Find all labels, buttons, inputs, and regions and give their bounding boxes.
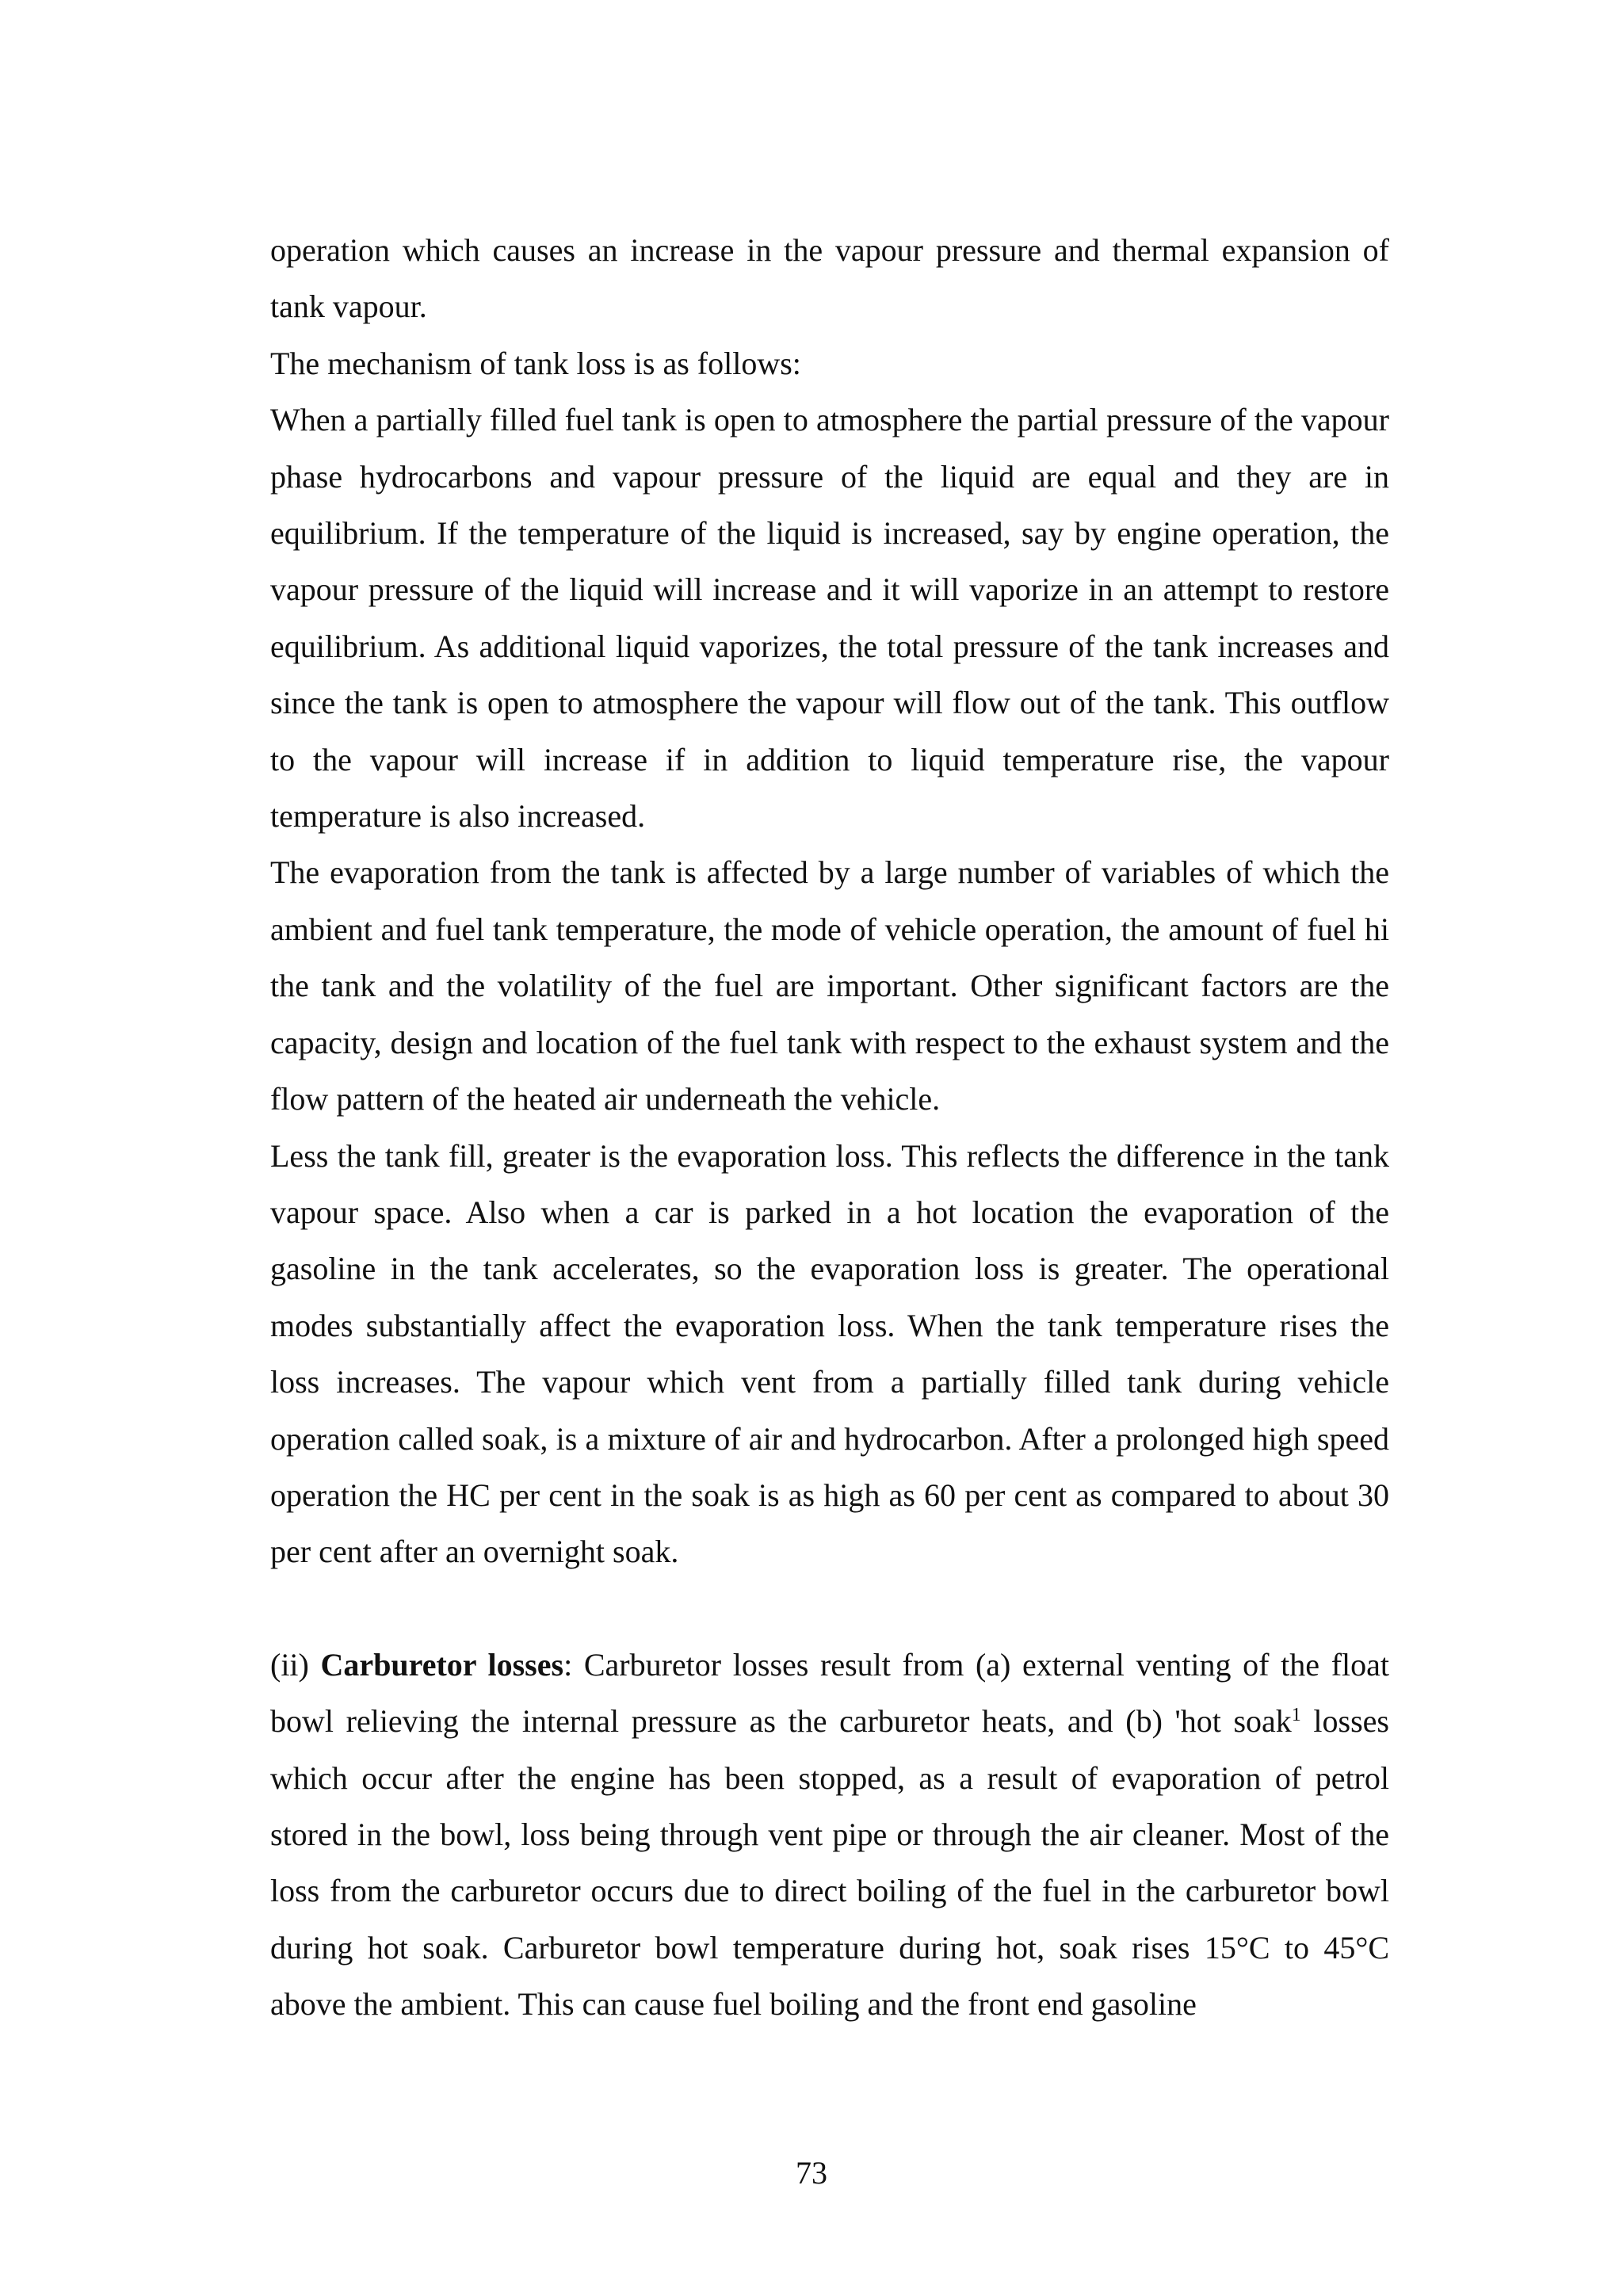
carburetor-prefix: (ii) [270, 1646, 321, 1683]
paragraph-gap [270, 1580, 1389, 1637]
paragraph-mechanism-intro: The mechanism of tank loss is as follows: [270, 345, 801, 381]
footnote-marker: 1 [1291, 1705, 1301, 1726]
page-number: 73 [796, 2155, 827, 2191]
paragraph-tank-fill: Less the tank fill, greater is the evaporation loss. This reflects the difference in the tank vapour space. Also when a car is parked in a hot location the evaporation of the gasoline in the tank accelerates, so the evaporation loss is greater. The operational modes substantially affect the evaporation loss. When the tank temperature rises the loss increases. The vapour which vent from a partially filled tank during vehicle operation called soak, is a mixture of air and hydrocarbon. After a prolonged high speed operation the HC per cent in the soak is as high as 60 per cent as compared to about 30 per cent after an overnight soak. [270, 1137, 1389, 1570]
carburetor-text-after: losses which occur after the engine has been stopped, as a result of evaporation of petrol stored in the bowl, loss being through vent pipe or through the air cleaner. Most of the loss from the carburetor occurs due to direct boiling of the fuel in the carburetor bowl during hot soak. Carburetor bowl temperature during hot, soak rises 15°C to 45°C above the ambient. This can cause fuel boiling and the front end gasoline [270, 1703, 1389, 2023]
page-body [270, 222, 1389, 2033]
paragraph-mechanism: When a partially filled fuel tank is open to atmosphere the partial pressure of the vapour phase hydrocarbons and vapour pressure of the liquid are equal and they are in equilibrium. If the temperature of the liquid is increased, say by engine operation, the vapour pressure of the liquid will increase and it will vaporize in an attempt to restore equilibrium. As additional liquid vaporizes, the total pressure of the tank increases and since the tank is open to atmosphere the vapour will flow out of the tank. This outflow to the vapour will increase if in addition to liquid temperature rise, the vapour temperature is also increased. [270, 402, 1389, 835]
paragraph-tank-vapour: operation which causes an increase in the vapour pressure and thermal expansion of tank vapour. [270, 232, 1389, 325]
paragraph-evaporation-variables: The evaporation from the tank is affected by a large number of variables of which the ambient and fuel tank temperature, the mode of vehicle operation, the amount of fuel hi the tank and the volatility of the fuel are important. Other significant factors are the capacity, design and location of the fuel tank with respect to the exhaust system and the flow pattern of the heated air underneath the vehicle. [270, 854, 1389, 1117]
paragraph-carburetor-losses [270, 1637, 1389, 2033]
carburetor-heading: Carburetor losses [320, 1646, 564, 1683]
carburetor-text-before: : Carburetor losses result from (a) external venting of the float bowl relieving the internal pressure as the carburetor heats, and (b) 'hot soak [270, 1646, 1390, 1740]
